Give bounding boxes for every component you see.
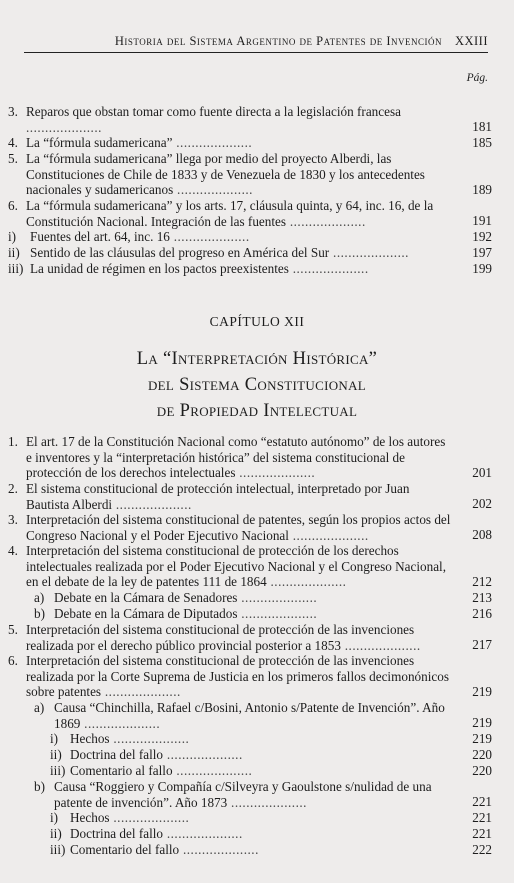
entry-text: Fuentes del art. 64, inc. 16 .................... xyxy=(30,229,250,244)
entry-text: La “fórmula sudamericana” llega por medio del proyecto Alberdi, las Constituciones de Chile de 1833 y de Venezuela de 1830 y los antecedentes nacionales y sudamericanos .................... xyxy=(26,151,425,198)
entry-page: 199 xyxy=(472,261,492,277)
entry-page: 201 xyxy=(472,465,492,481)
entry-text: Interpretación del sistema constitucional de protección de los derechos intelectuales realizada por el Poder Ejecutivo Nacional y el Congreso Nacional, en el debate de la ley de patentes 111 de 1864 .................... xyxy=(26,543,447,590)
entry-number: i) xyxy=(50,810,59,825)
entry-text: Reparos que obstan tomar como fuente directa a la legislación francesa .................... xyxy=(26,104,401,135)
dot-leader: .................... xyxy=(109,731,190,746)
entry-number: i) xyxy=(8,229,17,244)
toc-subentry xyxy=(8,779,492,810)
entry-number: 5. xyxy=(8,151,18,166)
chapter-title-line: de Propiedad Intelectual xyxy=(156,401,358,421)
entry-number: 5. xyxy=(8,622,18,637)
dot-leader: .................... xyxy=(172,135,253,150)
entry-page: 219 xyxy=(472,731,492,747)
entry-number: 4. xyxy=(8,135,18,150)
entry-number: 1. xyxy=(8,434,18,449)
entry-page: 202 xyxy=(472,496,492,512)
entry-text: Interpretación del sistema constitucional de protección de las invenciones realizada por la Corte Suprema de Justicia en los primeros fallos decimonónicos sobre patentes .................... xyxy=(26,653,449,700)
toc-entry xyxy=(8,135,492,151)
dot-leader: .................... xyxy=(179,842,259,857)
entry-page: 185 xyxy=(472,135,492,151)
entry-text: Debate en la Cámara de Senadores .................... xyxy=(54,590,318,605)
dot-leader: .................... xyxy=(266,574,347,590)
dot-leader: .................... xyxy=(227,794,307,810)
dot-leader: .................... xyxy=(163,747,243,762)
toc-entry xyxy=(8,434,492,481)
dot-leader: .................... xyxy=(101,684,181,700)
entry-page: 191 xyxy=(472,213,492,229)
entry-text: Causa “Roggiero y Compañía c/Silveyra y Gaoulstone s/nulidad de una patente de invención”. Año 1873 .................... xyxy=(54,779,432,810)
entry-page: 197 xyxy=(472,245,492,261)
entry-page: 208 xyxy=(472,527,492,543)
entry-page: 220 xyxy=(472,763,492,779)
entry-number: 6. xyxy=(8,653,18,668)
running-header-title: Historia del Sistema Argentino de Patentes de Invención xyxy=(114,34,442,48)
toc-entry xyxy=(8,151,492,198)
entry-number: iii) xyxy=(50,763,66,778)
dot-leader: .................... xyxy=(163,826,243,841)
page-column-label: Pág. xyxy=(466,72,488,84)
entry-page: 221 xyxy=(472,826,492,842)
entry-page: 221 xyxy=(472,794,492,810)
entry-text: Interpretación del sistema constitucional de patentes, según los propios actos del Congreso Nacional y el Poder Ejecutivo Nacional .................... xyxy=(26,512,451,543)
entry-text: Sentido de las cláusulas del progreso en América del Sur .................... xyxy=(30,245,409,260)
entry-text: Comentario del fallo .................... xyxy=(70,842,259,857)
dot-leader: .................... xyxy=(235,465,316,481)
entry-text: La unidad de régimen en los pactos preexistentes .................... xyxy=(30,261,369,276)
entry-page: 189 xyxy=(472,182,492,198)
toc-section-chapter-xii xyxy=(8,434,492,858)
entry-page: 192 xyxy=(472,229,492,245)
entry-number: ii) xyxy=(50,747,62,762)
toc-entry xyxy=(8,543,492,590)
entry-text: Doctrina del fallo .................... xyxy=(70,826,243,841)
toc-subentry xyxy=(8,261,492,277)
dot-leader: .................... xyxy=(172,763,253,778)
chapter-label: CAPÍTULO XII xyxy=(209,314,305,329)
dot-leader: .................... xyxy=(80,715,161,731)
entry-page: 216 xyxy=(472,606,492,622)
entry-number: 2. xyxy=(8,481,18,496)
dot-leader: .................... xyxy=(237,606,318,621)
entry-page: 181 xyxy=(472,119,492,135)
toc-subentry xyxy=(8,590,492,606)
entry-number: b) xyxy=(34,606,45,621)
chapter-title xyxy=(0,346,514,424)
entry-number: b) xyxy=(34,779,45,794)
entry-number: a) xyxy=(34,590,45,605)
entry-page: 217 xyxy=(472,637,492,653)
entry-text: El art. 17 de la Constitución Nacional como “estatuto autónomo” de los autores e inventores y la “interpretación histórica” del sistema constitucional de protección de los derechos intelectuales .................... xyxy=(26,434,446,481)
toc-entry xyxy=(8,481,492,512)
toc-entry xyxy=(8,512,492,543)
dot-leader: .................... xyxy=(169,229,250,244)
toc-subentry xyxy=(8,245,492,261)
chapter-title-line: La “Interpretación Histórica” xyxy=(136,349,378,369)
dot-leader: .................... xyxy=(329,245,409,260)
dot-leader: .................... xyxy=(109,810,190,825)
toc-subsubentry xyxy=(8,763,492,779)
dot-leader: .................... xyxy=(26,119,102,135)
entry-page: 219 xyxy=(472,684,492,700)
entry-number: 6. xyxy=(8,198,18,213)
dot-leader: .................... xyxy=(288,527,369,543)
dot-leader: .................... xyxy=(237,590,318,605)
entry-text: El sistema constitucional de protección intelectual, interpretado por Juan Bautista Alberdi .................... xyxy=(26,481,410,512)
entry-number: ii) xyxy=(8,245,20,260)
entry-number: iii) xyxy=(50,842,66,857)
entry-page: 219 xyxy=(472,715,492,731)
toc-subentry xyxy=(8,229,492,245)
chapter-title-line: del Sistema Constitucional xyxy=(147,375,367,395)
toc-entry xyxy=(8,622,492,653)
entry-number: a) xyxy=(34,700,45,715)
entry-page: 213 xyxy=(472,590,492,606)
dot-leader: .................... xyxy=(173,182,253,198)
toc-subsubentry xyxy=(8,826,492,842)
entry-text: La “fórmula sudamericana” y los arts. 17, cláusula quinta, y 64, inc. 16, de la Constitución Nacional. Integración de las fuentes .................... xyxy=(26,198,434,229)
entry-text: Debate en la Cámara de Diputados .................... xyxy=(54,606,318,621)
toc-subsubentry xyxy=(8,731,492,747)
dot-leader: .................... xyxy=(286,213,366,229)
toc-subsubentry xyxy=(8,810,492,826)
entry-number: i) xyxy=(50,731,59,746)
dot-leader: .................... xyxy=(340,637,421,653)
toc-section-previous-chapter xyxy=(8,104,492,277)
toc-entry xyxy=(8,104,492,135)
running-header xyxy=(24,32,488,53)
entry-page: 212 xyxy=(472,574,492,590)
entry-text: Comentario al fallo .................... xyxy=(70,763,253,778)
entry-page: 222 xyxy=(472,842,492,858)
entry-number: 3. xyxy=(8,512,18,527)
toc-entry xyxy=(8,198,492,229)
toc-subentry xyxy=(8,606,492,622)
entry-number: ii) xyxy=(50,826,62,841)
entry-text: Causa “Chinchilla, Rafael c/Bosini, Antonio s/Patente de Invención”. Año 1869 .................... xyxy=(54,700,445,731)
entry-number: 3. xyxy=(8,104,18,119)
entry-text: Interpretación del sistema constitucional de protección de las invenciones realizada por el derecho público provincial posterior a 1853 .................... xyxy=(26,622,421,653)
entry-text: Hechos .................... xyxy=(70,810,190,825)
toc-entry xyxy=(8,653,492,700)
dot-leader: .................... xyxy=(288,261,369,276)
page-number-roman: XXIII xyxy=(454,34,488,48)
entry-text: Hechos .................... xyxy=(70,731,190,746)
entry-number: 4. xyxy=(8,543,18,558)
toc-subentry xyxy=(8,700,492,731)
entry-number: iii) xyxy=(8,261,24,276)
entry-page: 221 xyxy=(472,810,492,826)
entry-text: La “fórmula sudamericana” .................... xyxy=(26,135,253,150)
toc-subsubentry xyxy=(8,747,492,763)
entry-text: Doctrina del fallo .................... xyxy=(70,747,243,762)
toc-subsubentry xyxy=(8,842,492,858)
entry-page: 220 xyxy=(472,747,492,763)
dot-leader: .................... xyxy=(112,496,192,512)
